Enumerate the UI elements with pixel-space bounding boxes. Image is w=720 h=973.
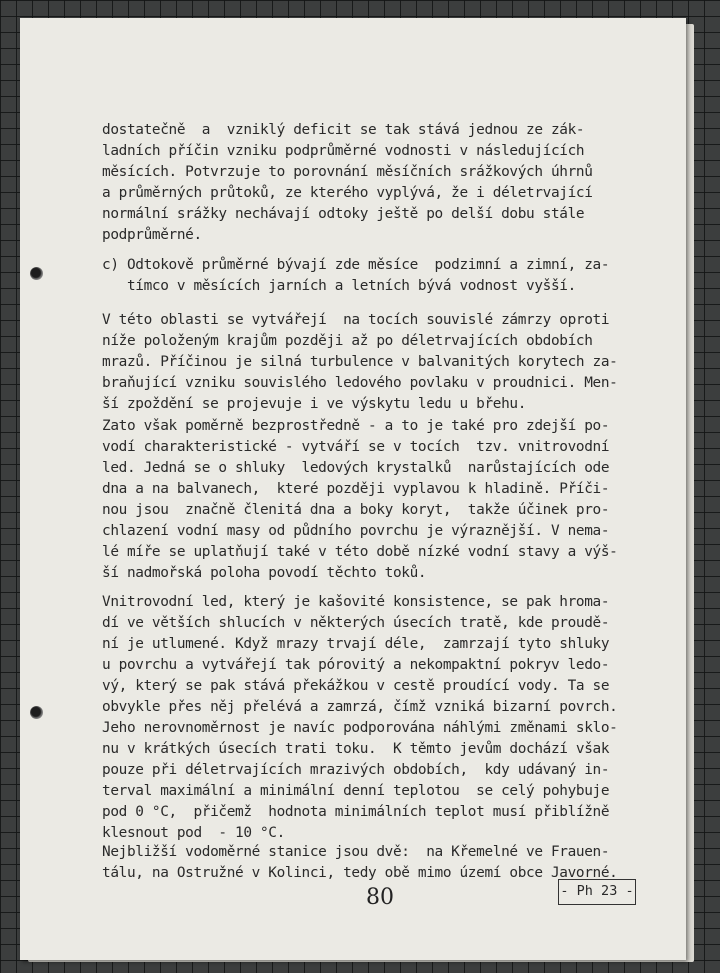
text-line: vodí charakteristické - vytváří se v tocích tzv. vnitrovodní — [102, 439, 610, 455]
text-line: dí ve větších shlucích v některých úsecích tratě, kde proudě- — [102, 615, 610, 631]
text-line: klesnout pod - 10 °C. — [102, 825, 285, 841]
text-line: ní je utlumené. Když mrazy trvají déle, zamrzají tyto shluky — [102, 636, 610, 652]
text-line: dostatečně a vzniklý deficit se tak stává jednou ze zák- — [102, 122, 585, 138]
text-line: obvykle přes něj přelévá a zamrzá, čímž vzniká bizarní povrch. — [102, 699, 618, 715]
punch-hole-bottom — [30, 706, 43, 719]
text-line: ladních příčin vzniku podprůměrné vodnosti v následujících — [102, 143, 585, 159]
text-line: terval maximální a minimální denní teplotou se celý pohybuje — [102, 783, 610, 799]
document-code-box: - Ph 23 - — [558, 879, 636, 905]
text-line: Jeho nerovnoměrnost je navíc podporována náhlými změnami sklo- — [102, 720, 618, 736]
paragraph — [102, 842, 617, 884]
text-line: podprůměrné. — [102, 227, 202, 243]
text-line: měsících. Potvrzuje to porovnání měsíčních srážkových úhrnů — [102, 164, 593, 180]
text-line: braňující vzniku souvislého ledového povlaku v proudnici. Men- — [102, 375, 618, 391]
text-line: V této oblasti se vytvářejí na tocích souvislé zámrzy oproti — [102, 312, 610, 328]
text-line: Nejbližší vodoměrné stanice jsou dvě: na Křemelné ve Frauen- — [102, 844, 610, 860]
text-line: pod 0 °C, přičemž hodnota minimálních teplot musí přiblížně — [102, 804, 610, 820]
paragraph — [102, 416, 617, 584]
text-line: a průměrných průtoků, ze kterého vyplývá, že i déletrvající — [102, 185, 593, 201]
text-line: ší zpoždění se projevuje i ve výskytu ledu u břehu. — [102, 396, 527, 412]
text-line: dna a na balvanech, které později vyplavou k hladině. Příči- — [102, 481, 610, 497]
text-line: Vnitrovodní led, který je kašovité konsistence, se pak hroma- — [102, 594, 610, 610]
text-line: lé míře se uplatňují také v této době nízké vodní stavy a výš- — [102, 544, 618, 560]
text-line: níže položeným krajům později až po déletrvajících obdobích — [102, 333, 593, 349]
text-line: vý, který se pak stává překážkou v cestě proudící vody. Ta se — [102, 678, 610, 694]
text-line: pouze při déletrvajících mrazivých obdobích, kdy udávaný in- — [102, 762, 610, 778]
text-line: chlazení vodní masy od půdního povrchu je výraznější. V nema- — [102, 523, 610, 539]
text-line: u povrchu a vytvářejí tak pórovitý a nekompaktní pokryv ledo- — [102, 657, 610, 673]
text-line: tímco v měsících jarních a letních bývá vodnost vyšší. — [102, 278, 576, 294]
text-line: ší nadmořská poloha povodí těchto toků. — [102, 565, 427, 581]
text-line: Zato však poměrně bezprostředně - a to je také pro zdejší po- — [102, 418, 610, 434]
paragraph — [102, 310, 617, 415]
paragraph — [102, 255, 609, 297]
text-line: normální srážky nechávají odtoky ještě po delší dobu stále — [102, 206, 585, 222]
punch-hole-top — [30, 267, 43, 280]
text-line: tálu, na Ostružné v Kolinci, tedy obě mimo území obce Javorné. — [102, 865, 618, 881]
document-page — [20, 18, 686, 960]
text-line: c) Odtokově průměrné bývají zde měsíce podzimní a zimní, za- — [102, 257, 610, 273]
page-number: 80 — [366, 885, 394, 910]
text-line: nu v krátkých úsecích trati toku. K těmto jevům dochází však — [102, 741, 610, 757]
text-line: mrazů. Příčinou je silná turbulence v balvanitých korytech za- — [102, 354, 618, 370]
paragraph — [102, 592, 617, 844]
paragraph — [102, 120, 593, 246]
text-line: led. Jedná se o shluky ledových krystalků narůstajících ode — [102, 460, 610, 476]
text-line: nou jsou značně členitá dna a boky koryt, takže účinek pro- — [102, 502, 610, 518]
